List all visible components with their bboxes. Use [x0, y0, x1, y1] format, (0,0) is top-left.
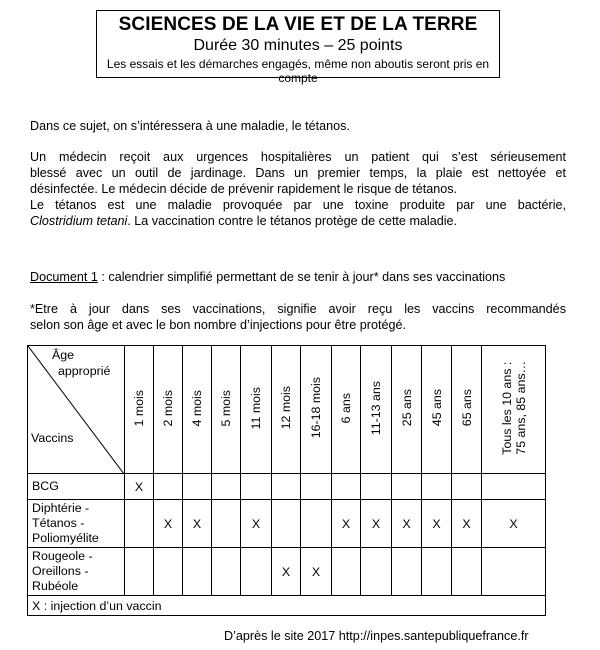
mark-cell: X: [392, 500, 422, 548]
mark-cell: [125, 548, 154, 596]
vaccine-label-line: Diphtérie -: [32, 501, 90, 515]
mark-cell: X: [272, 548, 301, 596]
legend-row: [28, 596, 546, 616]
mark-cell: [452, 474, 482, 500]
vaccine-label-line: Tétanos -: [32, 516, 85, 530]
mark-cell: [212, 548, 241, 596]
table-corner-cell: [28, 346, 125, 474]
source-citation: D’après le site 2017 http://inpes.santepubliquefrance.fr: [224, 629, 529, 643]
mark-cell: [422, 548, 452, 596]
mark-cell: [301, 474, 332, 500]
mark-cell: [422, 474, 452, 500]
age-label-last-line2: 75 ans, 85 ans…: [513, 361, 528, 455]
age-label: 45 ans: [429, 389, 444, 427]
vaccination-table: [27, 345, 546, 616]
age-header: [125, 346, 154, 474]
mark-cell: X: [125, 474, 154, 500]
mark-cell: [183, 548, 212, 596]
footnote-line: *Etre à jour dans ses vaccinations, signifie avoir reçu les vaccins recommandés: [30, 302, 566, 316]
age-header-last: [482, 346, 546, 474]
age-header: [241, 346, 272, 474]
vaccine-label: [28, 548, 125, 596]
paragraph-line: blessé avec un outil de jardinage. Dans un premier temps, la plaie est nettoyée et: [30, 166, 566, 180]
mark-cell: [452, 548, 482, 596]
mark-cell: [183, 474, 212, 500]
mark-cell: [272, 500, 301, 548]
mark-cell: [361, 548, 392, 596]
age-header: [183, 346, 212, 474]
context-paragraph: [30, 149, 566, 229]
age-header: [212, 346, 241, 474]
mark-cell: X: [422, 500, 452, 548]
mark-cell: [392, 474, 422, 500]
mark-cell: [301, 500, 332, 548]
age-label-last: [500, 361, 528, 455]
vaccine-label-line: Rougeole -: [32, 549, 93, 563]
mark-cell: [482, 548, 546, 596]
mark-cell: [392, 548, 422, 596]
age-header: [361, 346, 392, 474]
age-header: [392, 346, 422, 474]
age-label: 11 mois: [249, 386, 263, 430]
age-label: 11-13 ans: [369, 380, 383, 436]
mark-cell: [361, 474, 392, 500]
vaccine-label-line: Poliomyélite: [32, 531, 99, 545]
paragraph-line: Un médecin reçoit aux urgences hospitalières un patient qui s’est sérieusement: [30, 150, 566, 164]
mark-cell: [272, 474, 301, 500]
footnote-line: selon son âge et avec le bon nombre d’injections pour être protégé.: [30, 318, 406, 332]
mark-cell: X: [183, 500, 212, 548]
document-caption: : calendrier simplifié permettant de se tenir à jour* dans ses vaccinations: [97, 270, 506, 284]
mark-cell: X: [241, 500, 272, 548]
vaccine-label: [28, 474, 125, 500]
table-row: [28, 474, 546, 500]
age-header: [272, 346, 301, 474]
vaccine-label: [28, 500, 125, 548]
mark-cell: [482, 474, 546, 500]
mark-cell: [154, 474, 183, 500]
paragraph-line: désinfectée. Le médecin décide de prévenir rapidement le risque de tétanos.: [30, 182, 458, 196]
mark-cell: [154, 548, 183, 596]
header-note: Les essais et les démarches engagés, même non aboutis seront pris en compte: [106, 57, 490, 85]
vaccine-label-line: BCG: [32, 479, 59, 493]
header-title: SCIENCES DE LA VIE ET DE LA TERRE: [118, 14, 478, 35]
mark-cell: X: [482, 500, 546, 548]
mark-cell: X: [361, 500, 392, 548]
mark-cell: X: [332, 500, 361, 548]
table-row: [28, 500, 546, 548]
document-label: Document 1: [30, 270, 98, 284]
mark-cell: X: [301, 548, 332, 596]
age-header: [154, 346, 183, 474]
corner-approprie-label: approprié: [58, 364, 111, 378]
vaccine-label-line: Oreillons -: [32, 564, 89, 578]
age-label: 6 ans: [339, 392, 353, 424]
age-header: [332, 346, 361, 474]
vaccine-label-line: Rubéole: [32, 579, 79, 593]
age-header: [452, 346, 482, 474]
age-label: 1 mois: [132, 389, 146, 427]
mark-cell: [125, 500, 154, 548]
age-header: [301, 346, 332, 474]
mark-cell: [332, 474, 361, 500]
table-row: [28, 548, 546, 596]
age-label: 4 mois: [190, 389, 204, 427]
paragraph-line: Le tétanos est une maladie provoquée par une toxine produite par une bactérie,: [30, 198, 566, 212]
table-header-row: [28, 346, 546, 474]
corner-vaccins-label: Vaccins: [31, 431, 74, 445]
paragraph-line-rest: . La vaccination contre le tétanos protège de cette maladie.: [127, 214, 458, 228]
mark-cell: X: [452, 500, 482, 548]
age-label: 5 mois: [219, 389, 233, 427]
mark-cell: [241, 548, 272, 596]
mark-cell: [332, 548, 361, 596]
bacteria-name: Clostridium tetani: [30, 214, 128, 228]
age-label-last-line1: Tous les 10 ans :: [499, 361, 514, 455]
table-legend: X : injection d’un vaccin: [28, 596, 546, 616]
intro-text: Dans ce sujet, on s’intéressera à une maladie, le tétanos.: [30, 119, 350, 133]
age-header: [422, 346, 452, 474]
mark-cell: [212, 500, 241, 548]
age-label: 12 mois: [279, 386, 293, 430]
mark-cell: [212, 474, 241, 500]
age-label: 25 ans: [399, 389, 414, 427]
header-subtitle: Durée 30 minutes – 25 points: [193, 37, 403, 54]
age-label: 65 ans: [459, 389, 474, 427]
age-label: 16-18 mois: [309, 377, 323, 439]
mark-cell: [241, 474, 272, 500]
exam-header: [96, 10, 500, 85]
age-label: 2 mois: [161, 389, 175, 427]
document-title: [30, 270, 505, 284]
mark-cell: X: [154, 500, 183, 548]
paragraph-last-line: [30, 213, 566, 229]
corner-age-label: Âge: [52, 348, 75, 362]
document-footnote: [30, 301, 566, 333]
